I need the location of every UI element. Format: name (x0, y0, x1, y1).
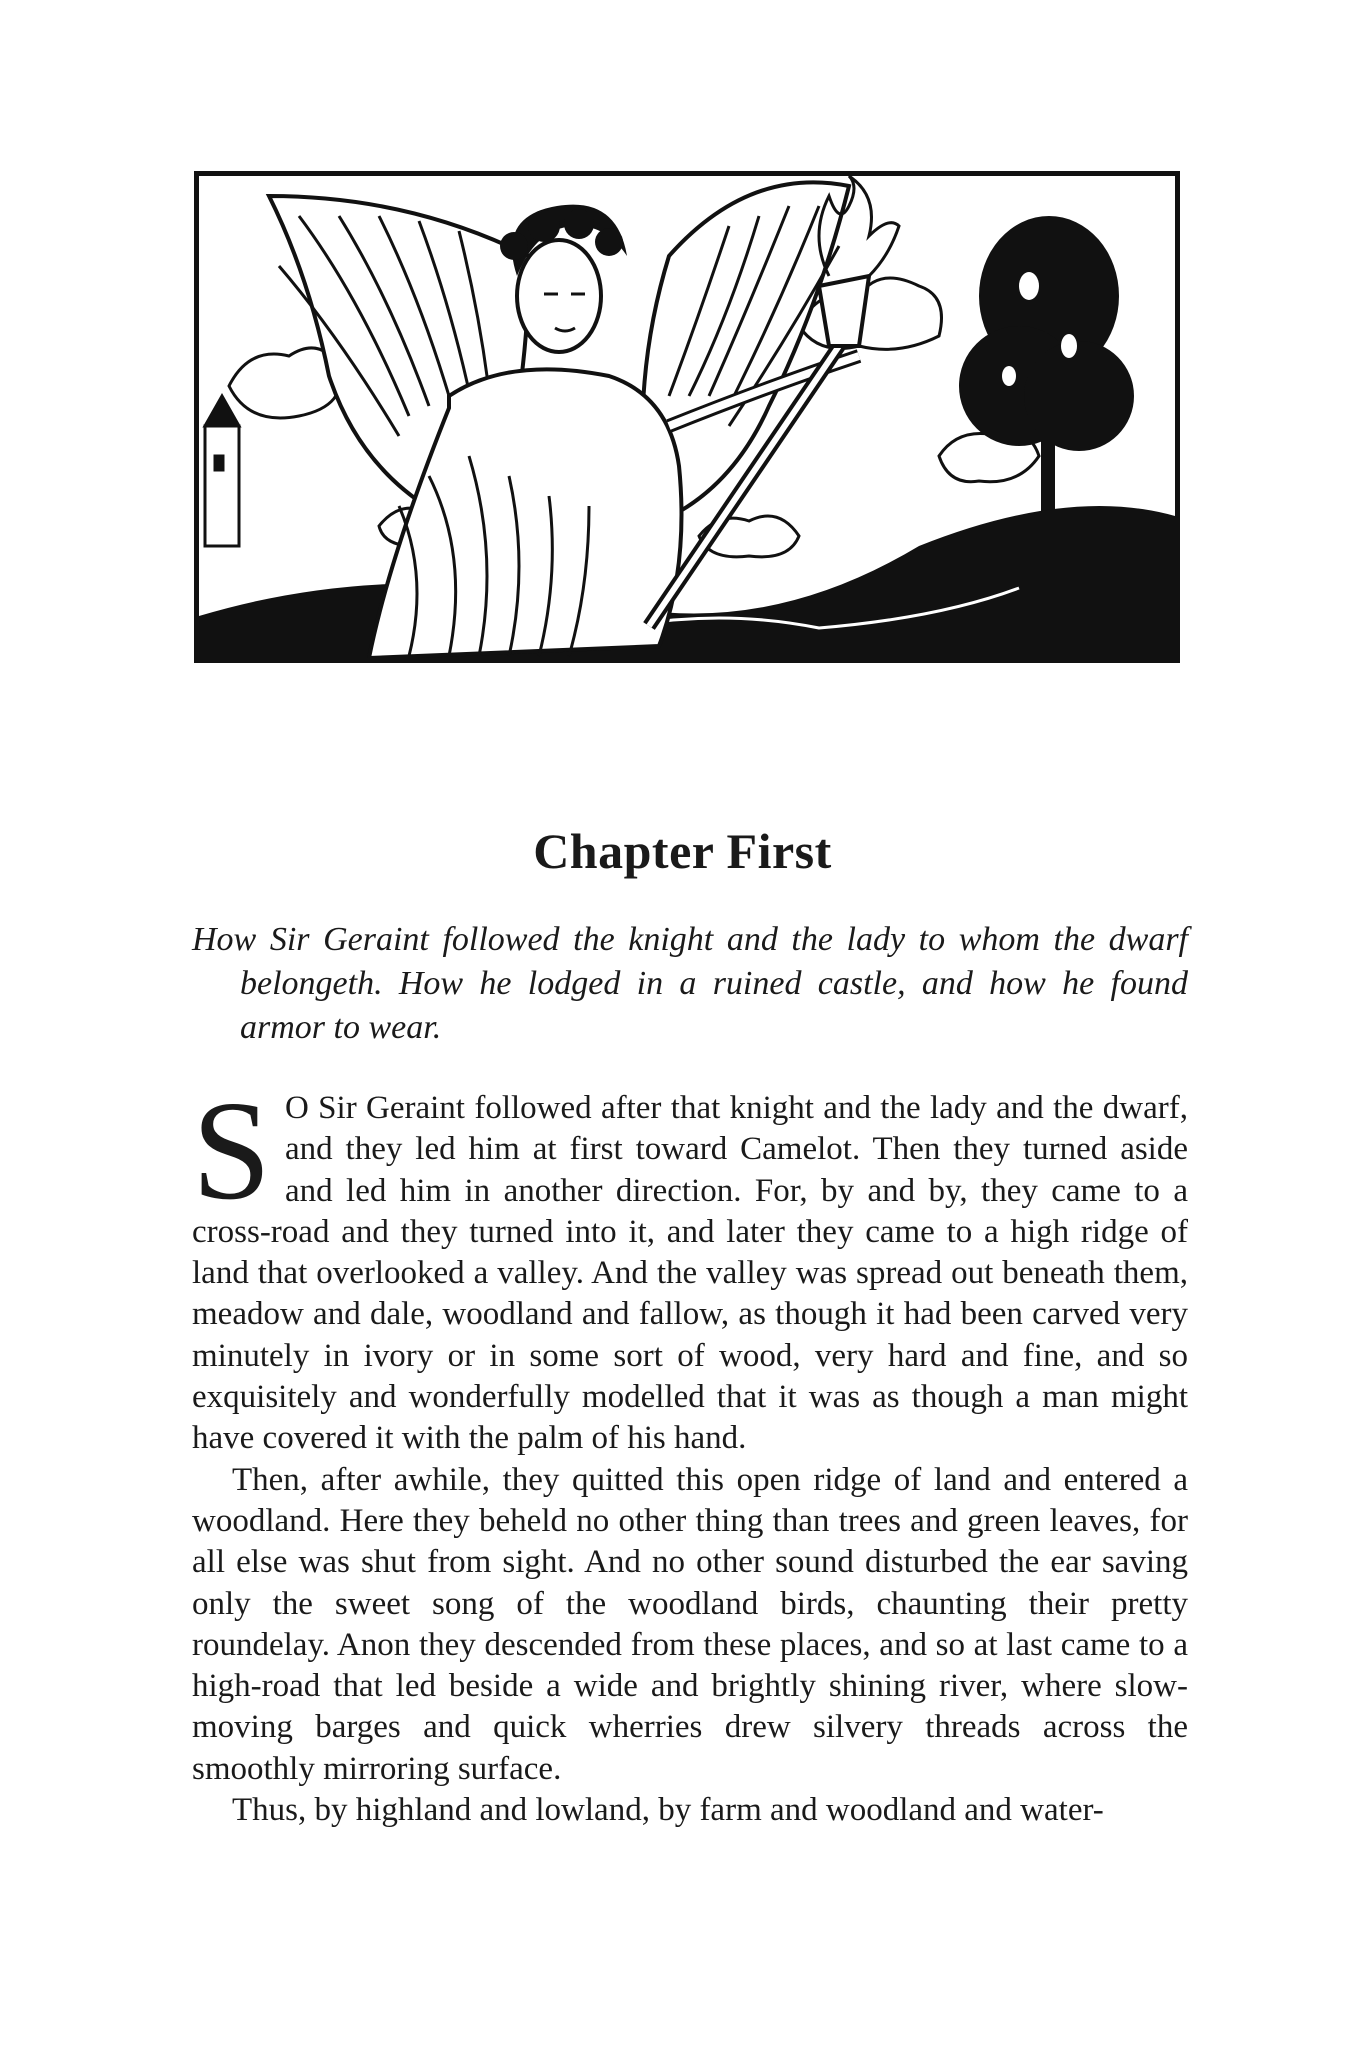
chapter-body (192, 1071, 1188, 1831)
paragraph-1 (192, 1071, 1188, 1460)
chapter-header-illustration (194, 171, 1180, 663)
winged-figure-with-torch-icon (199, 176, 1175, 658)
paragraph-1-text: O Sir Geraint followed after that knight and the lady and the dwarf, and they led him at first toward Camelot. Then they turned aside and led him in another direction. For, by and by, they came to a cross-road and they turned into it, and later they came to a high ridge of land that overlooked a valley. And the valley was spread out beneath them, meadow and dale, woodland and fallow, as though it had been carved very minutely in ivory or in some sort of wood, very hard and fine, and so exquisitely and wonderfully modelled that it was as though a man might have covered it with the palm of his hand. (192, 1090, 1188, 1457)
drop-cap: S (192, 1071, 271, 1229)
paragraph-2: Then, after awhile, they quitted this open ridge of land and entered a woodland. Here they beheld no other thing than trees and green leaves, for all else was shut from sight. And no other sound disturbed the ear saving only the sweet song of the woodland birds, chaunting their pretty roundelay. Anon they descended from these places, and so at last came to a high-road that led beside a wide and brightly shining river, where slow-moving barges and quick wherries drew silvery threads across the smoothly mirroring surface. (192, 1461, 1188, 1787)
chapter-summary: How Sir Geraint followed the knight and the lady to whom the dwarf belongeth. How he lodged in a ruined castle, and how he found armor to wear. (192, 921, 1188, 1046)
paragraph-3: Thus, by highland and lowland, by farm and woodland and water- (232, 1792, 1104, 1829)
chapter-title: Chapter First (533, 823, 832, 879)
